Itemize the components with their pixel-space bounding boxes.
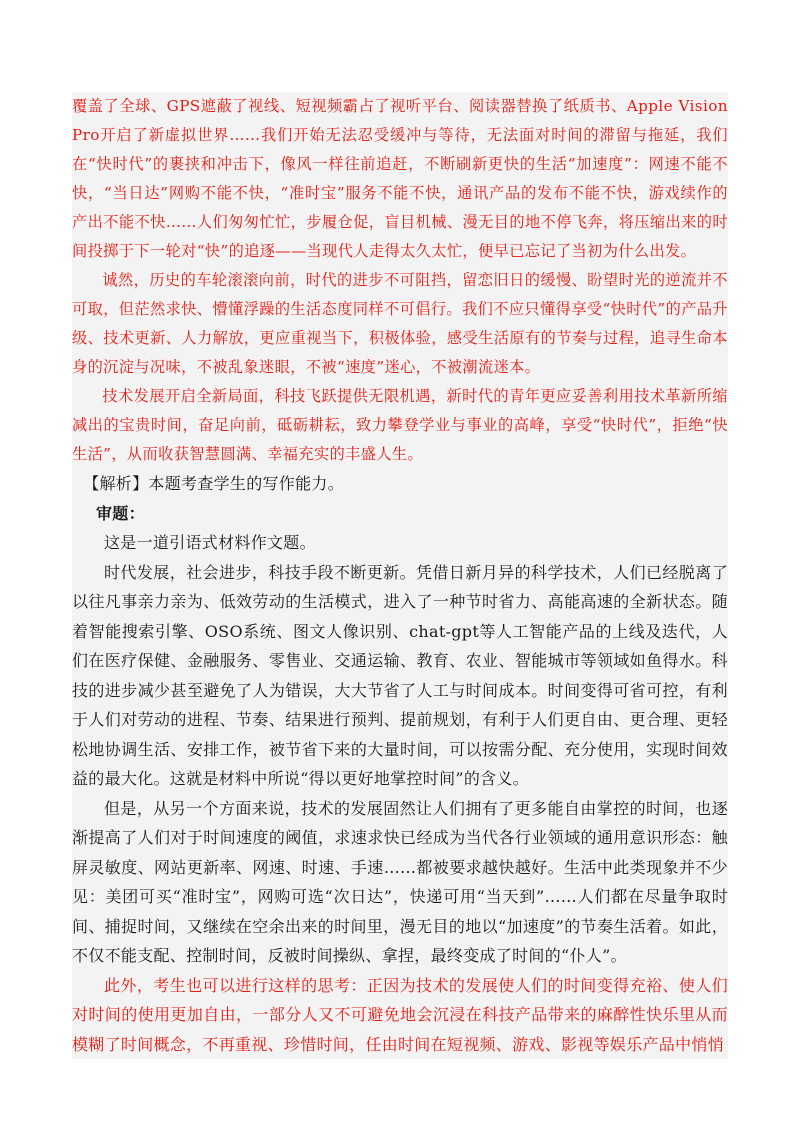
essay-paragraph-2: 诚然，历史的车轮滚滚向前，时代的进步不可阻挡，留恋旧日的缓慢、盼望时光的逆流并不可取，但茫然求快、懵懂浮躁的生活态度同样不可倡行。我们不应只懂得享受“快时代”的产品升级、技术更新、人力解放，更应重视当下，积极体验，感受生活原有的节奏与过程，追寻生命本身的沉淀与况味，不被乱象迷眼，不被“速度”迷心，不被潮流迷本。 [72, 271, 728, 376]
analysis-paragraph-3: 此外，考生也可以进行这样的思考：正因为技术的发展使人们的时间变得充裕、使人们对时间的使用更加自由，一部分人又不可避免地会沉浸在科技产品带来的麻醉性快乐里从而模糊了时间概念，不再重视、珍惜时间，任由时间在短视频、游戏、影视等娱乐产品中悄悄 [72, 975, 728, 1054]
analysis-paragraph-2: 但是，从另一个方面来说，技术的发展固然让人们拥有了更多能自由掌控的时间，也逐渐提高了人们对于时间速度的阈值，求速求快已经成为当代各行业领域的通用意识形态：触屏灵敏度、网站更新率、网速、时速、手速……都被要求越快越好。生活中此类现象并不少见：美团可买“准时宝”，网购可选“次日达”，快递可用“当天到”……人们都在尽量争取时间、捕捉时间，又继续在空余出来的时间里，漫无目的地以“加速度”的节奏生活着。如此，不仅不能支配、控制时间，反被时间操纵、拿捏，最终变成了时间的“仆人”。 [72, 798, 728, 965]
essay-paragraph-3: 技术发展开启全新局面，科技飞跃提供无限机遇，新时代的青年更应妥善利用技术革新所缩减出的宝贵时间，奋足向前，砥砺耕耘，致力攀登学业与事业的高峰，享受“快时代”，拒绝“快生活”，从而收获智慧圆满、幸福充实的丰盛人生。 [72, 387, 728, 463]
essay-paragraph-1: 覆盖了全球、GPS遮蔽了视线、短视频霸占了视听平台、阅读器替换了纸质书、Apple Vision Pro开启了新虚拟世界……我们开始无法忍受缓冲与等待，无法面对时间的滞留与拖延，我们在“快时代”的裹挟和冲击下，像风一样往前追赶，不断刷新更快的生活“加速度”：网速不能不快，“当日达”网购不能不快，“准时宝”服务不能不快，通讯产品的发布不能不快，游戏续作的产出不能不快……人们匆匆忙忙，步履仓促，盲目机械、漫无目的地不停飞奔，将压缩出来的时间投掷于下一轮对“快”的追逐——当现代人走得太久太忙，便早已忘记了当初为什么出发。 [72, 97, 728, 260]
analysis-section [72, 469, 728, 1059]
analysis-label: 【解析】本题考查学生的写作能力。 [83, 474, 344, 493]
analysis-heading: 审题： [96, 503, 145, 523]
model-essay [72, 92, 728, 469]
analysis-intro: 这是一道引语式材料作文题。 [104, 533, 316, 552]
document-page [72, 92, 728, 1059]
analysis-paragraph-1: 时代发展，社会进步，科技手段不断更新。凭借日新月异的科学技术，人们已经脱离了以往凡事亲力亲为、低效劳动的生活模式，进入了一种节时省力、高能高速的全新状态。随着智能搜索引擎、OSO系统、图文人像识别、chat-gpt等人工智能产品的上线及迭代，人们在医疗保健、金融服务、零售业、交通运输、教育、农业、智能城市等领域如鱼得水。科技的进步减少甚至避免了人为错误，大大节省了人工与时间成本。时间变得可省可控，有利于人们对劳动的进程、节奏、结果进行预判、提前规划，有利于人们更自由、更合理、更轻松地协调生活、安排工作，被节省下来的大量时间，可以按需分配、充分使用，实现时间效益的最大化。这就是材料中所说“得以更好地掌控时间”的含义。 [72, 562, 728, 788]
